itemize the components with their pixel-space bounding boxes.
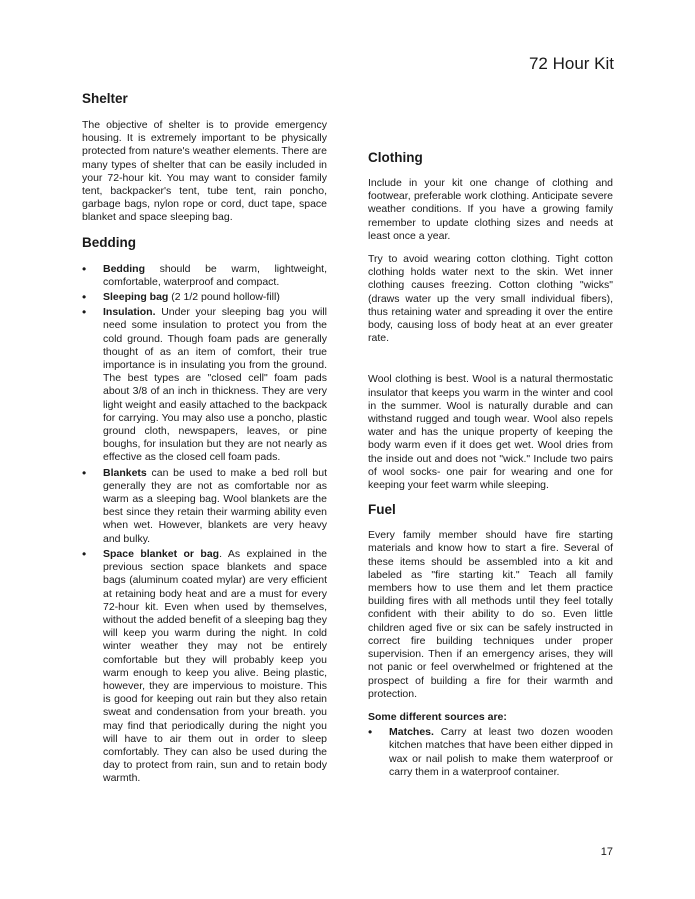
clothing-paragraph: Include in your kit one change of clothing and footwear, preferable work clothing. Anticipate severe weather conditions. If you have a growing family remember to update clothing sizes and needs at least once a year. — [368, 177, 613, 242]
list-item: • Sleeping bag (2 1/2 pound hollow-fill) — [82, 291, 327, 304]
bedding-list — [82, 263, 327, 786]
page-number: 17 — [600, 846, 613, 858]
fuel-paragraph: Every family member should have fire starting materials and know how to start a fire. Several of these items should be assembled into a kit and labeled as "fire starting kit." Teach all family members how to use them and let them practice building fires with all methods until they feel totally confident with their ability to do so. Even little children aged five or six can be safely instructed in correct fire building techniques under proper supervision. Then if an emergency arises, they will not panic or feel overwhelmed or frightened at the prospect of building a fire for their warmth and protection. — [368, 529, 613, 700]
left-column — [82, 88, 327, 796]
right-column — [368, 150, 613, 789]
list-item: • Matches. Carry at least two dozen wooden kitchen matches that have been either dipped in wax or nail polish to make them waterproof or carry them in a waterproof container. — [368, 726, 613, 779]
list-item: • Blankets can be used to make a bed roll but generally they are not as comfortable nor as warm as a sleeping bag. Wool blankets are the best since they retain their warming ability even when wet. However, blankets are very heavy and bulky. — [82, 467, 327, 546]
fuel-heading: Fuel — [368, 502, 396, 518]
fuel-sources-list — [368, 726, 613, 779]
clothing-paragraph: Try to avoid wearing cotton clothing. Tight cotton clothing holds water next to the skin. Wet inner clothing causes freezing. Cotton clothing "wicks" (draws water up the very small individual fibers), thus retaining water and spreading it over the entire body, causing loss of body heat at an ever greater rate. — [368, 253, 613, 345]
shelter-paragraph: The objective of shelter is to provide emergency housing. It is extremely important to be physically protected from nature's weather elements. There are many types of shelter that can be easily included in your 72-hour kit. You may want to consider family tent, backpacker's tent, tube tent, rain poncho, garbage bags, nylon rope or cord, duct tape, space blanket and space sleeping bag. — [82, 119, 327, 224]
list-item: • Space blanket or bag. As explained in the previous section space blankets and space bags (aluminum coated mylar) are very efficient at retaining body heat and are a must for every 72-hour kit. Even when used by themselves, without the added benefit of a sleeping bag they will keep you warm during the night. In cold winter weather they may not be entirely comfortable but they will probably keep you warm enough to keep you alive. Being plastic, however, they are impervious to moisture. This is good for keeping out rain but they also retain sweat and condensation from your breath. you may find that periodically during the night you will have to air them out in order to sleep comfortably. They can also be used during the day to protect from rain, sun and to retain body warmth. — [82, 548, 327, 786]
shelter-heading: Shelter — [82, 91, 128, 106]
bedding-heading: Bedding — [82, 234, 136, 250]
list-item: • Insulation. Under your sleeping bag you will need some insulation to protect you from the cold ground. Though foam pads are generally thought of as an item of comfort, their true importance is in insulating you from the ground. The best types are "closed cell" foam pads about 3/8 of an inch in thickness. They are very light weight and easily attached to the backpack for carrying. You may also use a poncho, plastic ground cloth, newspapers, leaves, or pine boughs, for insulation but they are not nearly as effective as the closed cell foam pads. — [82, 306, 327, 464]
clothing-paragraph: Wool clothing is best. Wool is a natural thermostatic insulator that keeps you warm in the winter and cool in the summer. Wool is naturally durable and can withstand rugged and tough wear. Wool also repels water and has the unique property of keeping the body warm even if it does get wet. Wool dries from the inside out and does not "wick." Include two pairs of wool socks- one pair for wearing and one for keeping your feet warm while sleeping. — [368, 373, 613, 492]
list-item: • Bedding should be warm, lightweight, comfortable, waterproof and compact. — [82, 263, 327, 289]
page-header: 72 Hour Kit — [528, 54, 614, 73]
clothing-heading: Clothing — [368, 150, 423, 165]
sources-subheading: Some different sources are: — [368, 710, 507, 723]
